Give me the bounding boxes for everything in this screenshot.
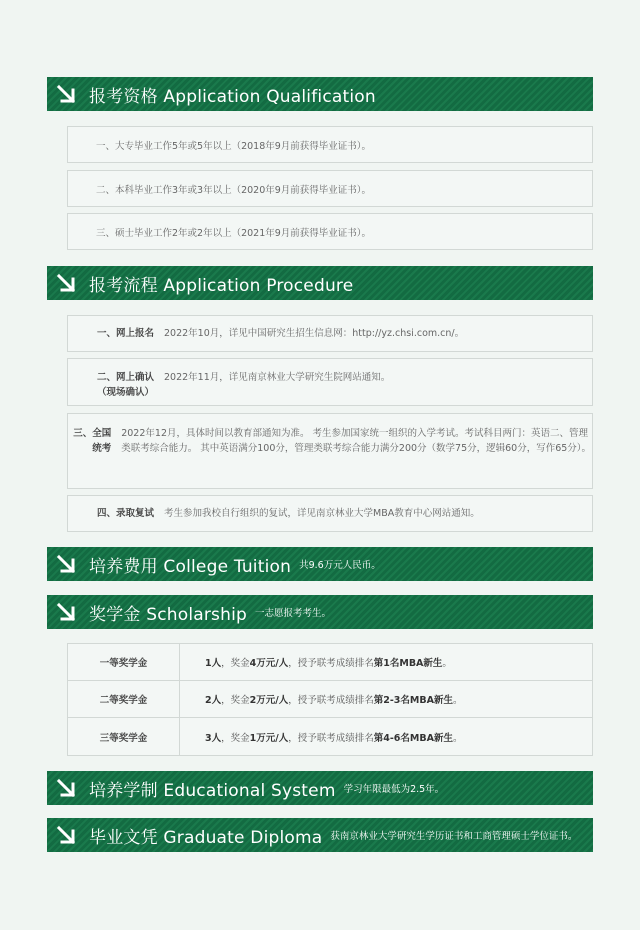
section-title: 培养费用 College Tuition: [89, 556, 292, 577]
arrow-down-right-icon: [49, 547, 83, 581]
scholarship-table: [67, 643, 593, 756]
procedure-step-label: 四、录取复试: [96, 508, 154, 519]
section-title: 毕业文凭 Graduate Diploma: [89, 827, 323, 848]
qualification-item: 一、大专毕业工作5年或5年以上（2018年9月前获得毕业证书）。: [67, 126, 593, 163]
section-title: 报考流程 Application Procedure: [89, 275, 354, 296]
table-row: [68, 681, 592, 718]
arrow-down-right-icon: [49, 771, 83, 805]
section-title: 培养学制 Educational System: [89, 780, 336, 801]
section-note: 获南京林业大学研究生学历证书和工商管理硕士学位证书。: [330, 831, 578, 842]
procedure-step: [67, 413, 593, 489]
section-title: 报考资格 Application Qualification: [89, 86, 376, 107]
scholarship-detail: 3人，奖金1万元/人，授予联考成绩排名第4-6名MBA新生。: [205, 732, 463, 744]
qualification-item: 三、硕士毕业工作2年或2年以上（2021年9月前获得毕业证书）。: [67, 213, 593, 250]
qualification-item: 二、本科毕业工作3年或3年以上（2020年9月前获得毕业证书）。: [67, 170, 593, 207]
scholarship-rank: 一等奖学金: [68, 644, 180, 680]
section-note: 一志愿报考考生。: [255, 608, 332, 619]
procedure-step-text: 2022年10月，详见中国研究生招生信息网：http://yz.chsi.com.cn/。: [164, 328, 465, 339]
arrow-down-right-icon: [49, 77, 83, 111]
scholarship-detail: 2人，奖金2万元/人，授予联考成绩排名第2-3名MBA新生。: [205, 695, 463, 706]
section-banner-procedure: [47, 266, 593, 300]
scholarship-rank: 二等奖学金: [68, 681, 180, 717]
table-row: [68, 718, 592, 755]
section-banner-diploma: [47, 818, 593, 852]
scholarship-detail: 1人，奖金4万元/人，授予联考成绩排名第1名MBA新生。: [205, 658, 452, 669]
procedure-step: [67, 315, 593, 352]
arrow-down-right-icon: [49, 266, 83, 300]
table-row: [68, 644, 592, 681]
procedure-step: [67, 358, 593, 406]
procedure-step-label: 二、网上确认 （现场确认）: [96, 372, 154, 398]
procedure-step-label: 三、全国统考: [73, 428, 112, 454]
section-banner-scholarship: [47, 595, 593, 629]
arrow-down-right-icon: [49, 595, 83, 629]
arrow-down-right-icon: [49, 818, 83, 852]
procedure-step: [67, 495, 593, 532]
section-note: 学习年限最低为2.5年。: [343, 784, 445, 795]
section-banner-system: [47, 771, 593, 805]
section-note: 共9.6万元人民币。: [299, 560, 381, 571]
procedure-step-label: 一、网上报名: [96, 328, 154, 339]
section-banner-qualification: [47, 77, 593, 111]
scholarship-rank: 三等奖学金: [68, 718, 180, 755]
section-banner-tuition: [47, 547, 593, 581]
procedure-step-text: 考生参加我校自行组织的复试，详见南京林业大学MBA教育中心网站通知。: [164, 508, 480, 519]
procedure-step-text: 2022年12月，具体时间以教育部通知为准。 考生参加国家统一组织的入学考试。考试科目两门：英语二、管理类联考综合能力。 其中英语满分100分，管理类联考综合能力满分200分（数学75分，逻辑60分，写作65分）。: [121, 428, 592, 454]
procedure-step-text: 2022年11月，详见南京林业大学研究生院网站通知。: [164, 372, 391, 383]
section-title: 奖学金 Scholarship: [89, 604, 247, 625]
